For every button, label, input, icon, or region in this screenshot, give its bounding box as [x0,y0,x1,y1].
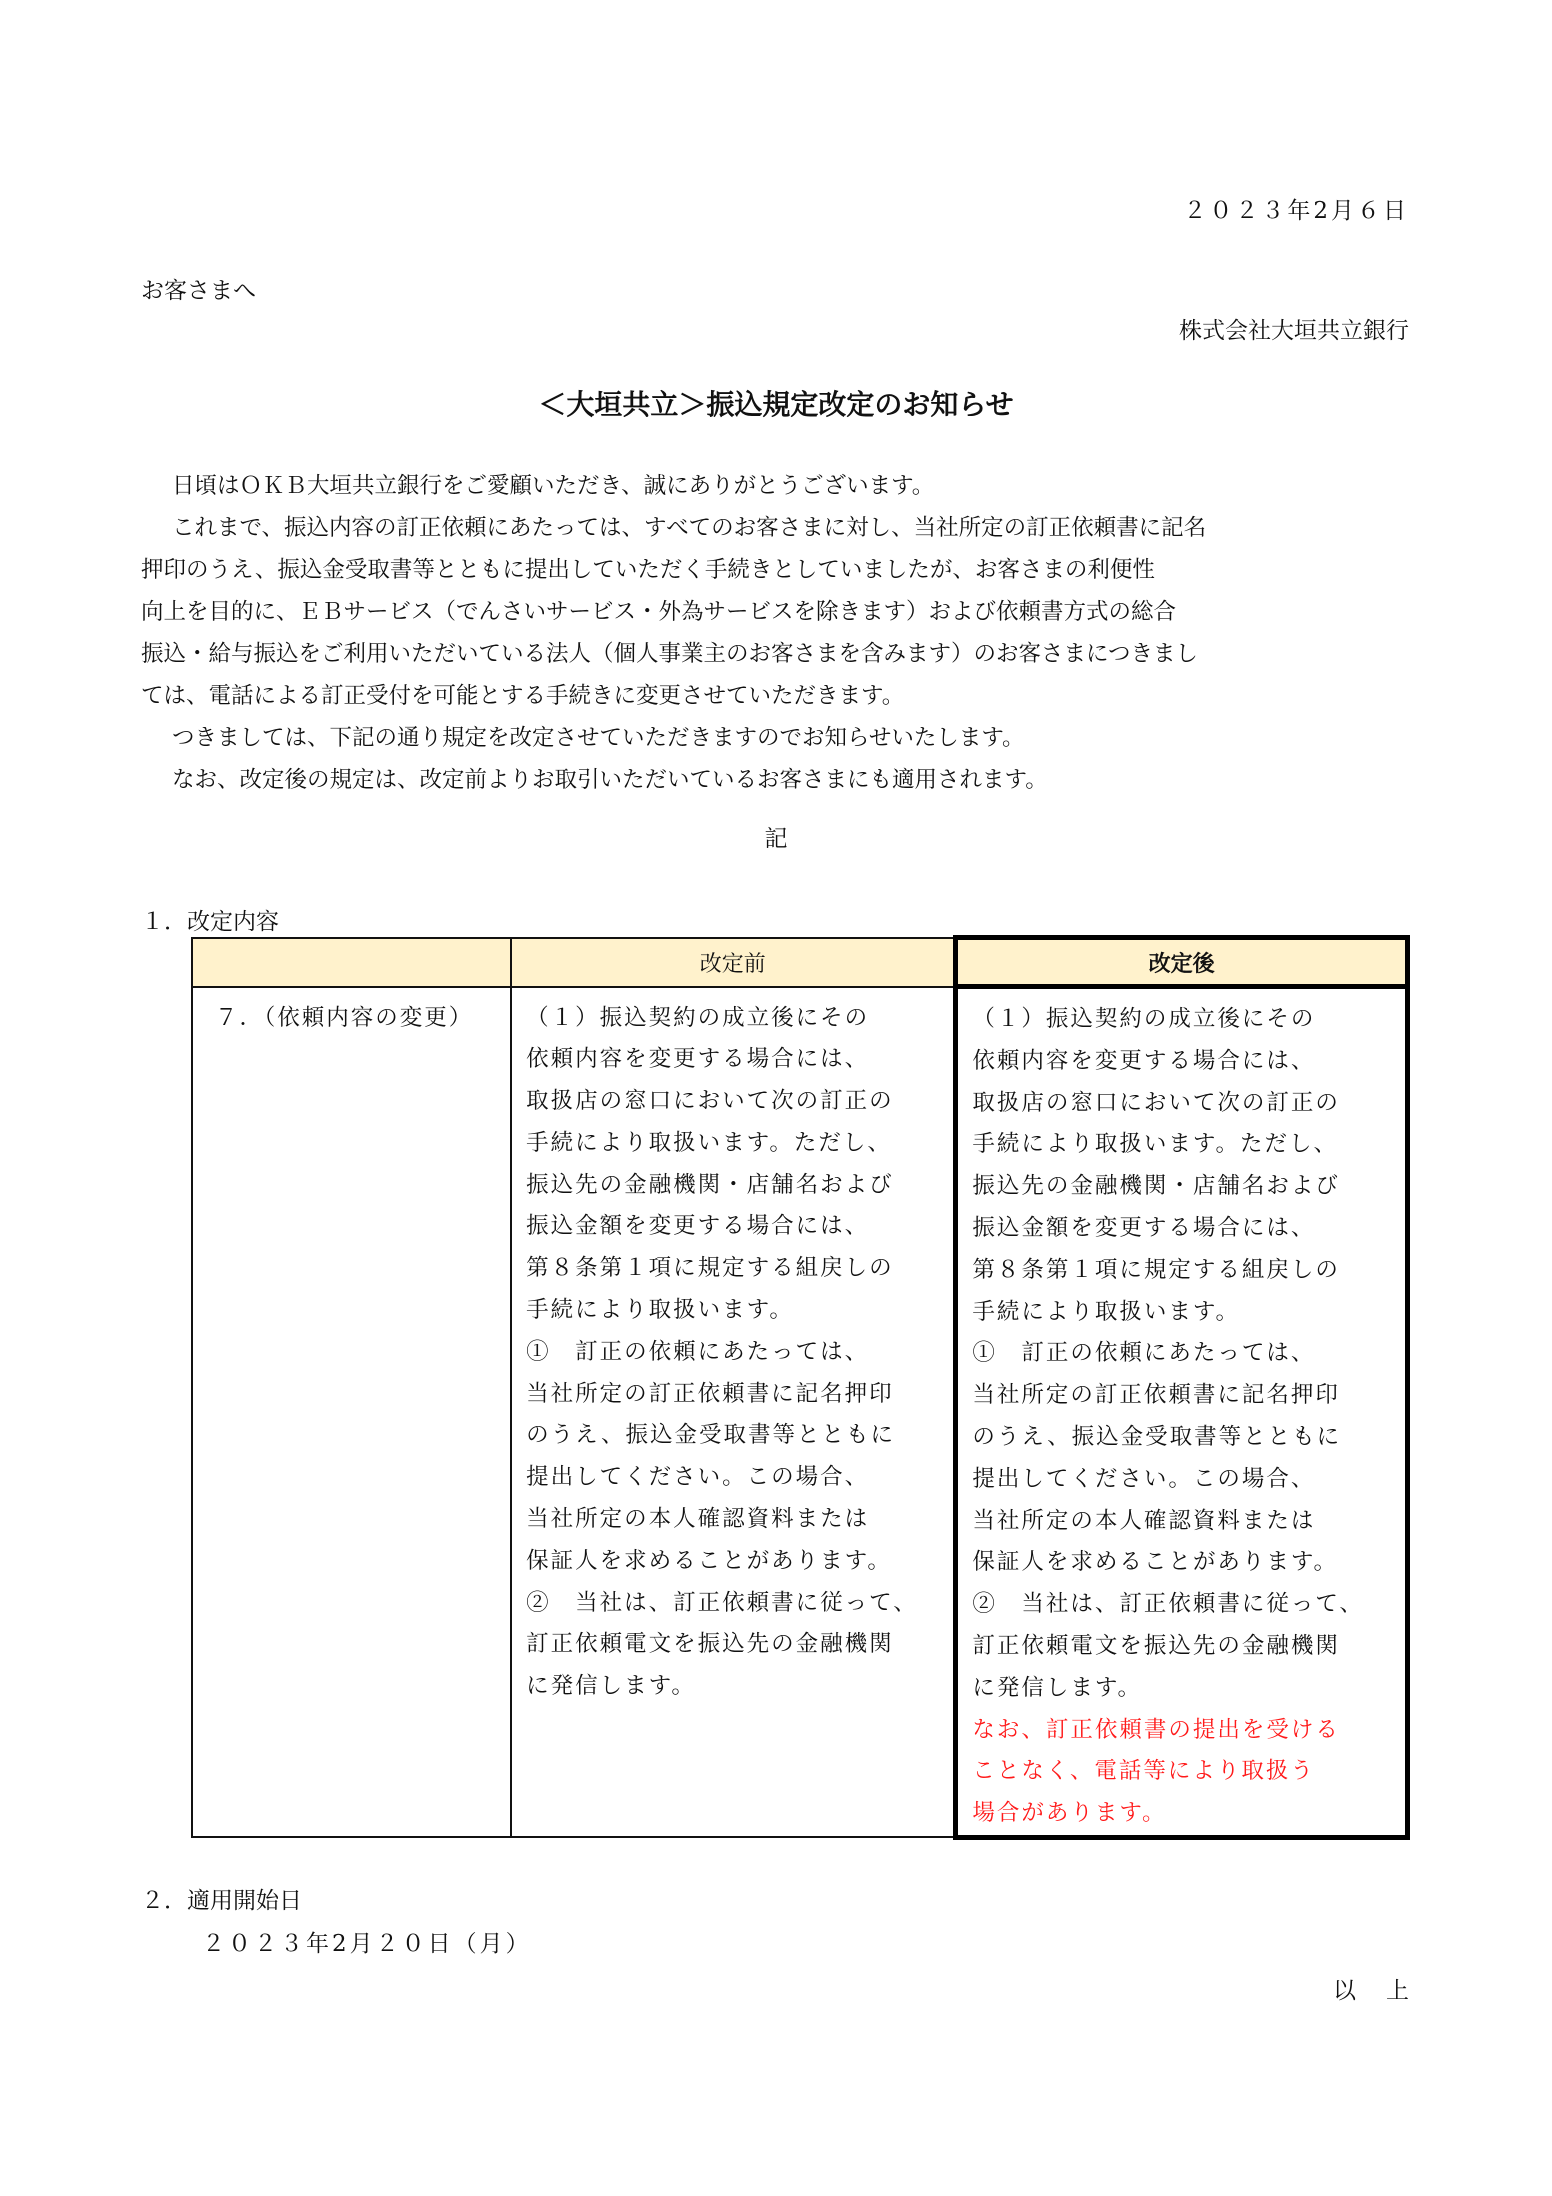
intro-line: 振込・給与振込をご利用いただいている法人（個人事業主のお客さまを含みます）のお客さまにつきまし [141,641,1199,667]
before-line: 第８条第１項に規定する組戻しの [526,1255,894,1282]
company-name: 株式会社大垣共立銀行 [1179,318,1409,344]
header-item [192,938,511,987]
table-row [192,987,1408,1838]
after-line: 手続により取扱います。ただし、 [972,1131,1339,1158]
intro-line: 押印のうえ、振込金受取書等とともに提出していただく手続きとしていましたが、お客さまの利便性 [141,557,1155,583]
before-line: 振込先の金融機関・店舗名および [526,1171,894,1198]
before-line: 手続により取扱います。ただし、 [526,1129,892,1156]
after-line: 提出してください。この場合、 [972,1465,1316,1492]
closing-mark: 以上 [1333,1978,1439,2004]
after-line: 手続により取扱います。 [972,1298,1241,1325]
after-line: のうえ、振込金受取書等とともに [972,1423,1342,1450]
intro-line: ては、電話による訂正受付を可能とする手続きに変更させていただきます。 [141,683,905,709]
after-line: 第８条第１項に規定する組戻しの [972,1256,1340,1283]
before-line: （１）振込契約の成立後にその [526,1004,870,1031]
intro-line: 向上を目的に、ＥＢサービス（でんさいサービス・外為サービスを除きます）および依頼書方式の総合 [141,599,1177,625]
before-line: 依頼内容を変更する場合には、 [526,1046,870,1073]
revision-table [191,935,1410,1840]
header-before: 改定前 [511,938,956,987]
before-line: のうえ、振込金受取書等とともに [526,1422,896,1449]
section-2-heading: ２．適用開始日 [141,1888,302,1914]
after-line: 取扱店の窓口において次の訂正の [972,1089,1340,1116]
intro-line: 日頃はＯＫＢ大垣共立銀行をご愛顧いただき、誠にありがとうございます。 [172,473,935,499]
before-line: 振込金額を変更する場合には、 [526,1213,870,1240]
header-after: 改定後 [956,938,1408,987]
before-line: 提出してください。この場合、 [526,1464,870,1491]
after-line: 振込先の金融機関・店舗名および [972,1173,1340,1200]
after-line: 当社所定の訂正依頼書に記名押印 [972,1382,1340,1409]
salutation: お客さまへ [141,278,256,304]
before-cell [511,987,956,1838]
before-line: 手続により取扱います。 [526,1297,794,1324]
section-1-heading: １．改定内容 [141,909,279,935]
document-date: ２０２３年2月６日 [1183,198,1409,224]
after-line: 訂正依頼電文を振込先の金融機関 [972,1632,1340,1659]
after-added-line: 場合があります。 [972,1800,1167,1827]
intro-line: なお、改定後の規定は、改定前よりお取引いただいているお客さまにも適用されます。 [172,767,1048,793]
after-line: 依頼内容を変更する場合には、 [972,1047,1316,1074]
start-date: ２０２３年2月２０日（月） [202,1931,532,1957]
before-line: に発信します。 [526,1673,696,1700]
before-line: ② 当社は、訂正依頼書に従って、 [526,1589,918,1616]
after-added-line: ことなく、電話等により取扱う [972,1758,1315,1785]
item-label: ７．（依頼内容の変更） [215,1004,474,1031]
before-line: 当社所定の本人確認資料または [526,1506,870,1533]
intro-line: つきましては、下記の通り規定を改定させていただきますのでお知らせいたします。 [172,725,1025,751]
after-line: 当社所定の本人確認資料または [972,1507,1316,1534]
after-line: ① 訂正の依頼にあたっては、 [972,1340,1316,1367]
before-line: 保証人を求めることがあります。 [526,1547,892,1574]
intro-line: これまで、振込内容の訂正依頼にあたっては、すべてのお客さまに対し、当社所定の訂正依頼書に記名 [172,515,1207,541]
table-header-row [192,938,1408,987]
before-line: ① 訂正の依頼にあたっては、 [526,1338,870,1365]
document-title: ＜大垣共立＞振込規定改定のお知らせ [538,388,1014,421]
before-line: 訂正依頼電文を振込先の金融機関 [526,1631,894,1658]
before-line: 取扱店の窓口において次の訂正の [526,1088,894,1115]
after-line: に発信します。 [972,1674,1143,1701]
after-added-line: なお、訂正依頼書の提出を受ける [972,1716,1340,1743]
after-line: （１）振込契約の成立後にその [972,1006,1316,1032]
after-line: 振込金額を変更する場合には、 [972,1214,1316,1241]
before-line: 当社所定の訂正依頼書に記名押印 [526,1380,894,1407]
after-line: ② 当社は、訂正依頼書に従って、 [972,1591,1364,1618]
item-cell [192,987,511,1838]
intro-paragraphs [141,465,1416,801]
ki-heading: 記 [764,826,788,852]
after-line: 保証人を求めることがあります。 [972,1549,1339,1576]
after-cell [956,987,1408,1838]
